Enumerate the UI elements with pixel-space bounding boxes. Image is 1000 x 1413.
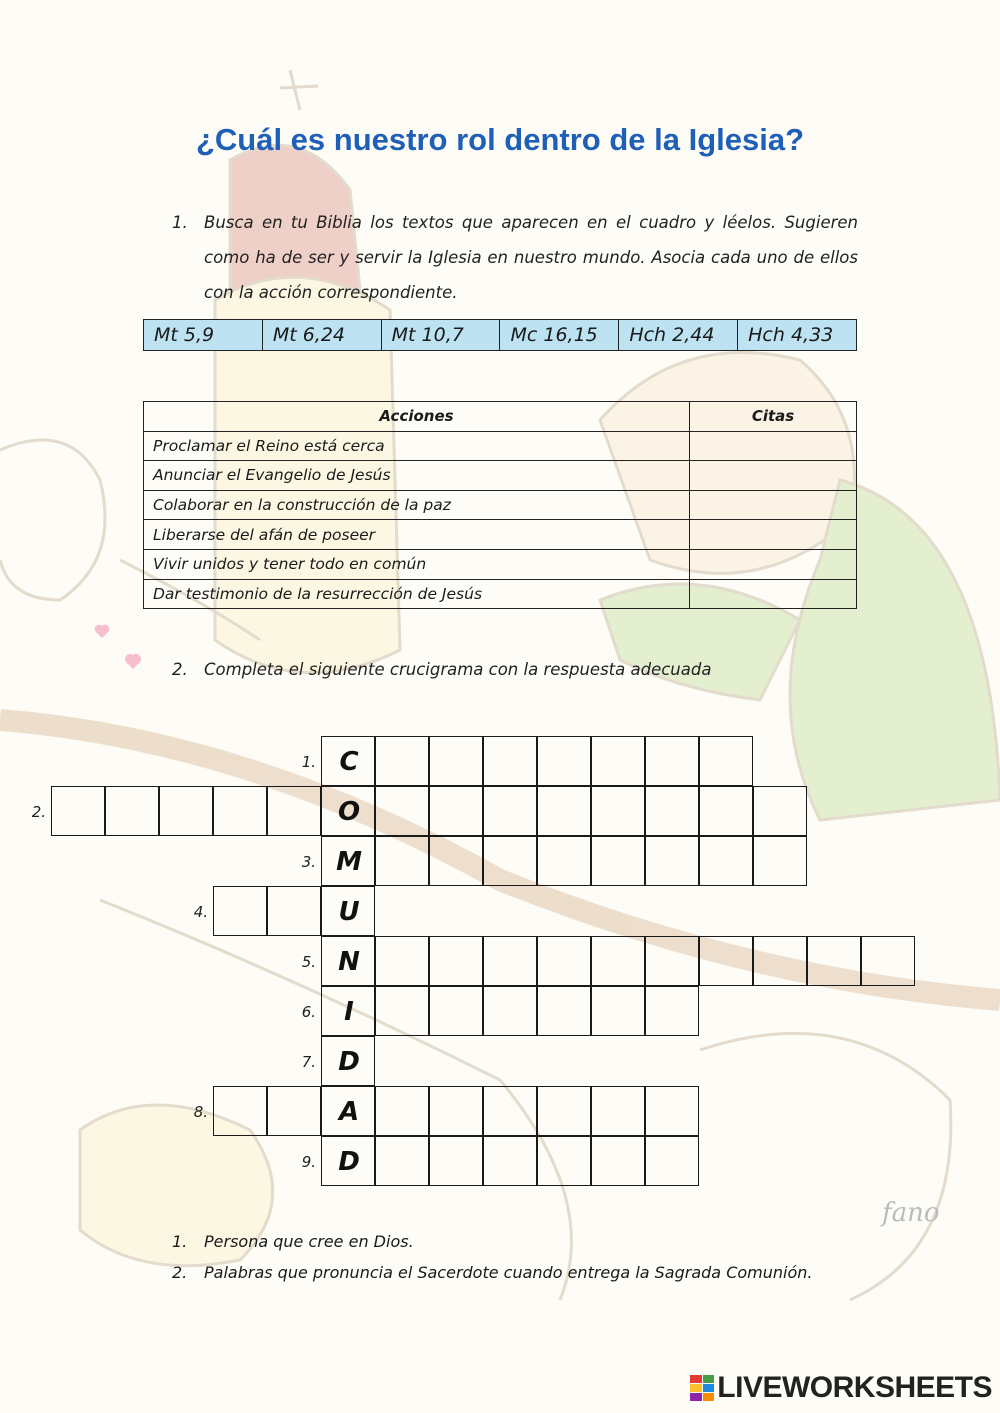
crossword-answer-cell[interactable] <box>375 1086 429 1136</box>
crossword-key-letter: I <box>344 997 354 1027</box>
question-1-number: 1. <box>172 213 188 232</box>
crossword-key-letter: U <box>338 897 360 927</box>
crossword-answer-cell[interactable] <box>699 736 753 786</box>
crossword-answer-cell[interactable] <box>591 786 645 836</box>
crossword-answer-cell[interactable] <box>483 736 537 786</box>
crossword-answer-cell[interactable] <box>213 786 267 836</box>
crossword-answer-cell[interactable] <box>591 986 645 1036</box>
crossword-answer-cell[interactable] <box>699 786 753 836</box>
action-text: Anunciar el Evangelio de Jesús <box>144 461 690 491</box>
crossword-answer-cell[interactable] <box>537 1136 591 1186</box>
crossword-answer-cell[interactable] <box>483 1136 537 1186</box>
logo-square <box>703 1393 715 1401</box>
question-2-number: 2. <box>172 660 188 679</box>
clue-item <box>172 1226 812 1257</box>
crossword-answer-cell[interactable] <box>537 1086 591 1136</box>
crossword-row-number: 6. <box>301 1003 316 1021</box>
crossword-answer-cell[interactable] <box>429 786 483 836</box>
crossword-key-letter: N <box>338 947 360 977</box>
crossword-key-cell <box>321 986 375 1036</box>
crossword-row-number: 5. <box>301 953 316 971</box>
logo-square <box>703 1375 715 1383</box>
crossword-answer-cell[interactable] <box>645 986 699 1036</box>
question-1-text: Busca en tu Biblia los textos que aparecen en el cuadro y léelos. Sugieren como ha de ser y servir la Iglesia en nuestro mundo. Asocia cada uno de ellos con la acción correspondiente. <box>204 213 858 302</box>
liveworksheets-brand[interactable] <box>690 1371 992 1405</box>
clue-item <box>172 1257 812 1288</box>
crossword-key-cell <box>321 1136 375 1186</box>
crossword-answer-cell[interactable] <box>537 986 591 1036</box>
clue-text: Palabras que pronuncia el Sacerdote cuando entrega la Sagrada Comunión. <box>204 1263 813 1282</box>
crossword-answer-cell[interactable] <box>537 736 591 786</box>
reference-cell: Hch 4,33 <box>737 320 856 350</box>
crossword-answer-cell[interactable] <box>483 836 537 886</box>
crossword-answer-cell[interactable] <box>645 786 699 836</box>
illustrator-signature: fano <box>882 1198 940 1228</box>
crossword-key-cell <box>321 836 375 886</box>
crossword-answer-cell[interactable] <box>375 736 429 786</box>
crossword-key-letter: C <box>339 747 359 777</box>
crossword-key-letter: D <box>338 1147 360 1177</box>
crossword-answer-cell[interactable] <box>429 936 483 986</box>
action-text: Proclamar el Reino está cerca <box>144 431 690 461</box>
crossword-row-number: 7. <box>301 1053 316 1071</box>
crossword-answer-cell[interactable] <box>861 936 915 986</box>
logo-square <box>690 1375 702 1383</box>
crossword-answer-cell[interactable] <box>375 936 429 986</box>
page-title: ¿Cuál es nuestro rol dentro de la Iglesia? <box>195 122 805 157</box>
crossword-answer-cell[interactable] <box>375 1136 429 1186</box>
crossword-answer-cell[interactable] <box>591 1086 645 1136</box>
crossword-answer-cell[interactable] <box>753 786 807 836</box>
crossword-answer-cell[interactable] <box>537 936 591 986</box>
crossword-answer-cell[interactable] <box>213 1086 267 1136</box>
crossword-answer-cell[interactable] <box>807 936 861 986</box>
crossword-answer-cell[interactable] <box>645 1136 699 1186</box>
crossword-key-cell <box>321 1086 375 1136</box>
crossword-answer-cell[interactable] <box>51 786 105 836</box>
reference-cell: Mt 6,24 <box>262 320 381 350</box>
action-text: Vivir unidos y tener todo en común <box>144 549 690 579</box>
crossword-answer-cell[interactable] <box>429 736 483 786</box>
crossword-answer-cell[interactable] <box>753 836 807 886</box>
clues-list <box>172 1226 812 1288</box>
crossword-answer-cell[interactable] <box>267 886 321 936</box>
crossword-answer-cell[interactable] <box>591 836 645 886</box>
crossword-row-number: 1. <box>301 753 316 771</box>
crossword-answer-cell[interactable] <box>213 886 267 936</box>
crossword-answer-cell[interactable] <box>267 1086 321 1136</box>
reference-cell: Mc 16,15 <box>499 320 618 350</box>
clue-number: 2. <box>172 1263 188 1282</box>
citas-header: Citas <box>690 402 857 432</box>
crossword-answer-cell[interactable] <box>537 836 591 886</box>
reference-cell: Mt 10,7 <box>381 320 500 350</box>
crossword-answer-cell[interactable] <box>483 986 537 1036</box>
crossword-answer-cell[interactable] <box>483 786 537 836</box>
crossword-answer-cell[interactable] <box>375 786 429 836</box>
crossword-answer-cell[interactable] <box>753 936 807 986</box>
reference-cell: Mt 5,9 <box>154 324 215 346</box>
crossword-answer-cell[interactable] <box>645 736 699 786</box>
crossword-answer-cell[interactable] <box>537 786 591 836</box>
crossword-answer-cell[interactable] <box>591 1136 645 1186</box>
crossword-row-number: 9. <box>301 1153 316 1171</box>
liveworksheets-logo-icon <box>690 1375 714 1401</box>
crossword-answer-cell[interactable] <box>267 786 321 836</box>
crossword-answer-cell[interactable] <box>429 986 483 1036</box>
crossword-key-letter: D <box>338 1047 360 1077</box>
crossword-key-letter: M <box>336 847 362 877</box>
crossword-answer-cell[interactable] <box>645 836 699 886</box>
crossword-key-cell <box>321 1036 375 1086</box>
logo-square <box>703 1384 715 1392</box>
crossword-answer-cell[interactable] <box>591 936 645 986</box>
crossword-answer-cell[interactable] <box>591 736 645 786</box>
crossword-key-cell <box>321 936 375 986</box>
clue-text: Persona que cree en Dios. <box>204 1232 414 1251</box>
crossword-key-cell <box>321 736 375 786</box>
crossword-row-number: 8. <box>193 1103 208 1121</box>
crossword-key-letter: O <box>337 797 361 827</box>
crossword-answer-cell[interactable] <box>159 786 213 836</box>
crossword-answer-cell[interactable] <box>105 786 159 836</box>
crossword-answer-cell[interactable] <box>375 836 429 886</box>
crossword-answer-cell[interactable] <box>429 836 483 886</box>
reference-cell: Hch 2,44 <box>618 320 737 350</box>
crossword-row-number: 2. <box>31 803 46 821</box>
crossword-answer-cell[interactable] <box>429 1086 483 1136</box>
crossword-answer-cell[interactable] <box>483 936 537 986</box>
action-text: Dar testimonio de la resurrección de Jesús <box>144 579 690 609</box>
crossword-answer-cell[interactable] <box>699 936 753 986</box>
action-text: Liberarse del afán de poseer <box>144 520 690 550</box>
question-2-text: Completa el siguiente crucigrama con la respuesta adecuada <box>204 660 712 679</box>
crossword-answer-cell[interactable] <box>645 936 699 986</box>
crossword-key-letter: A <box>338 1097 360 1127</box>
crossword-answer-cell[interactable] <box>483 1086 537 1136</box>
brand-name: LIVEWORKSHEETS <box>717 1371 992 1404</box>
crossword-answer-cell[interactable] <box>375 986 429 1036</box>
crossword-answer-cell[interactable] <box>699 836 753 886</box>
crossword-key-cell <box>321 886 375 936</box>
logo-square <box>690 1384 702 1392</box>
crossword-key-cell <box>321 786 375 836</box>
crossword-row-number: 3. <box>301 853 316 871</box>
logo-square <box>690 1393 702 1401</box>
clue-number: 1. <box>172 1232 188 1251</box>
crossword-row-number: 4. <box>193 903 208 921</box>
crossword-answer-cell[interactable] <box>429 1136 483 1186</box>
crossword-answer-cell[interactable] <box>645 1086 699 1136</box>
actions-header: Acciones <box>144 402 690 432</box>
action-text: Colaborar en la construcción de la paz <box>144 490 690 520</box>
